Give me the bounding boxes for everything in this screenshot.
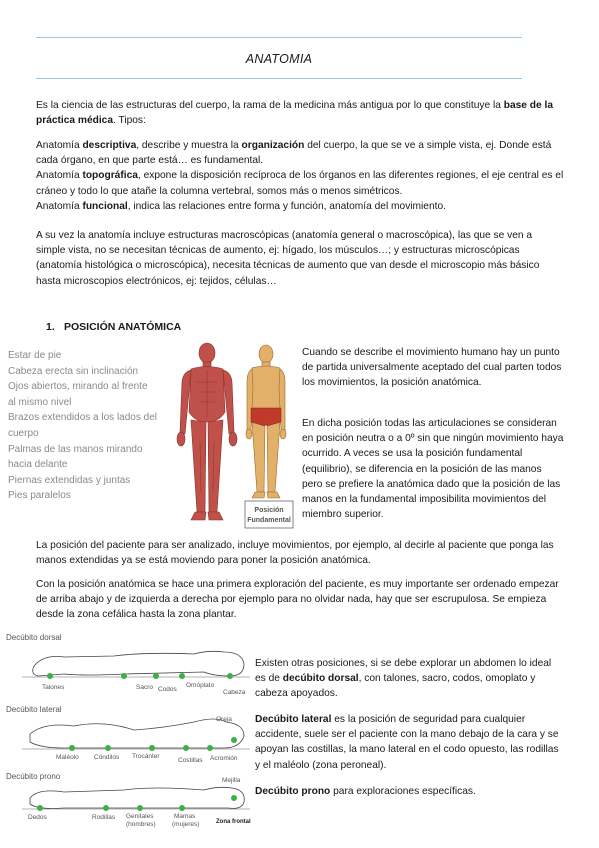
label-mejilla: Mejilla (222, 777, 241, 784)
type-funcional: Anatomía funcional, indica las relaciones entre forma y función, anatomía del movimiento. (36, 200, 446, 212)
list-item: Ojos abiertos, mirando al frente al mismo nivel (8, 381, 148, 408)
label-oreja: Oreja (216, 716, 232, 723)
type-topografica: Anatomía topográfica, expone la disposición recíproca de los órganos en las diferentes regiones, el eje central es el cráneo y todo lo que atañe la columna vertebral, somos más o menos simétricos. (36, 170, 564, 197)
list-item: Pies paralelos (8, 490, 71, 502)
exploration-paragraph: Con la posición anatómica se hace una primera exploración del paciente, es muy importante ser ordenado empezar de arriba abajo y de izquierda a derecha por ejemplo para no olvidar nada, hay que ser escrupulosa. Se empieza desde la zona cefálica hasta la zona plantar. (36, 579, 559, 621)
label-genitales: Genitales (126, 813, 154, 820)
label-sacro: Sacro (136, 684, 153, 691)
figure-label: Fundamental (247, 517, 291, 524)
section-heading: 1. POSICIÓN ANATÓMICA (46, 321, 182, 333)
label-maleolo: Maléolo (56, 754, 79, 761)
label-talones: Talones (42, 684, 65, 691)
list-item: Cabeza erecta sin inclinación (8, 365, 139, 377)
anatomy-types (36, 138, 564, 214)
header-rule-top (36, 37, 522, 38)
list-item: Brazos extendidos a los lados del cuerpo (8, 412, 157, 439)
label-rodillas: Rodillas (92, 814, 116, 821)
label-condilos: Cóndilos (94, 754, 120, 761)
dorsal-title: Decúbito dorsal (6, 633, 62, 642)
prono-body (30, 787, 244, 808)
neutral-position-desc: En dicha posición todas las articulaciones se consideran en posición neutra o a 0º sin que ningún movimiento haya ocurrido. A veces se usa la posición fundamental (equilibrio), se diferencia en la posición de las manos pero se prefiere la anatómica dado que la posición de las manos en la fundamental imposibilita movimientos del miembro superior. (302, 418, 564, 521)
label-dedos: Dedos (28, 814, 47, 821)
page-title: ANATOMIA (245, 52, 313, 66)
anatomical-position-desc: Cuando se describe el movimiento humano hay un punto de partida universalmente aceptado del cual parten todos los movimientos, la posición anatómica. (302, 347, 562, 389)
prono-title: Decúbito prono (6, 772, 61, 781)
header-rule-bottom (36, 78, 522, 79)
label-mujeres: (mujeres) (172, 821, 200, 828)
label-costillas: Costillas (178, 757, 203, 764)
anatomical-position-list (8, 348, 158, 504)
intro-paragraph: Es la ciencia de las estructuras del cuerpo, la rama de la medicina más antigua por lo que constituye la base de la práctica médica. Tipos: (36, 100, 554, 127)
label-codos: Codos (158, 686, 177, 693)
label-zona-frontal: Zona frontal (216, 819, 251, 825)
label-omoplato: Omóplato (186, 682, 215, 689)
decubitus-positions-figure (4, 630, 252, 830)
figure-label: Posición (254, 507, 284, 514)
underwear (251, 408, 281, 426)
label-hombres: (hombres) (126, 821, 156, 828)
list-item: Estar de pie (8, 350, 62, 361)
anatomical-figure (163, 342, 297, 530)
decubito-prono-paragraph: Decúbito prono para exploraciones específicas. (255, 786, 476, 797)
list-item: Piernas extendidas y juntas (8, 474, 131, 486)
decubito-lateral-paragraph: Decúbito lateral es la posición de seguridad para cualquier accidente, suele ser el paciente con la mano debajo de la cara y se apoyan las costillas, la mano lateral en el codo opuesto, las rodillas y el maléolo (zona peroneal). (255, 714, 559, 771)
dorsal-body (33, 651, 244, 676)
macro-micro-paragraph: A su vez la anatomía incluye estructuras macroscópicas (anatomía general o macroscópica), las que se ven a simple vista, no se necesitan técnicas de aumento, ej: hígado, los músculos…; y estructuras microscópicas (anatomía histológica o microscópica), necesita técnicas de aumento que van desde el microscopio más básico hasta microscopios electrónicos, ej: tejidos, células… (36, 230, 540, 287)
label-mamas: Mamas (174, 813, 196, 820)
label-trocanter: Trocánter (132, 753, 160, 760)
muscle-body-figure (177, 343, 237, 520)
list-item: Palmas de las manos mirando hacia delante (8, 443, 143, 471)
type-descriptiva: Anatomía descriptiva, describe y muestra la organización del cuerpo, la que se ve a simple vista, ej. Donde está cada órgano, en que parte está… es fundamental. (36, 140, 552, 167)
lateral-body (30, 719, 244, 748)
decubito-dorsal-paragraph: Existen otras posiciones, si se debe explorar un abdomen lo ideal es de decúbito dorsal, con talones, sacro, codos, omoplato y cabeza apoyados. (255, 658, 552, 700)
label-acromion: Acromión (210, 755, 238, 762)
lateral-title: Decúbito lateral (6, 705, 62, 714)
patient-position-paragraph: La posición del paciente para ser analizado, incluye movimientos, por ejemplo, al decirle al paciente que ponga las manos extendidas ya se está moviendo para poner la posición anatómica. (36, 540, 554, 567)
label-cabeza: Cabeza (223, 689, 246, 696)
